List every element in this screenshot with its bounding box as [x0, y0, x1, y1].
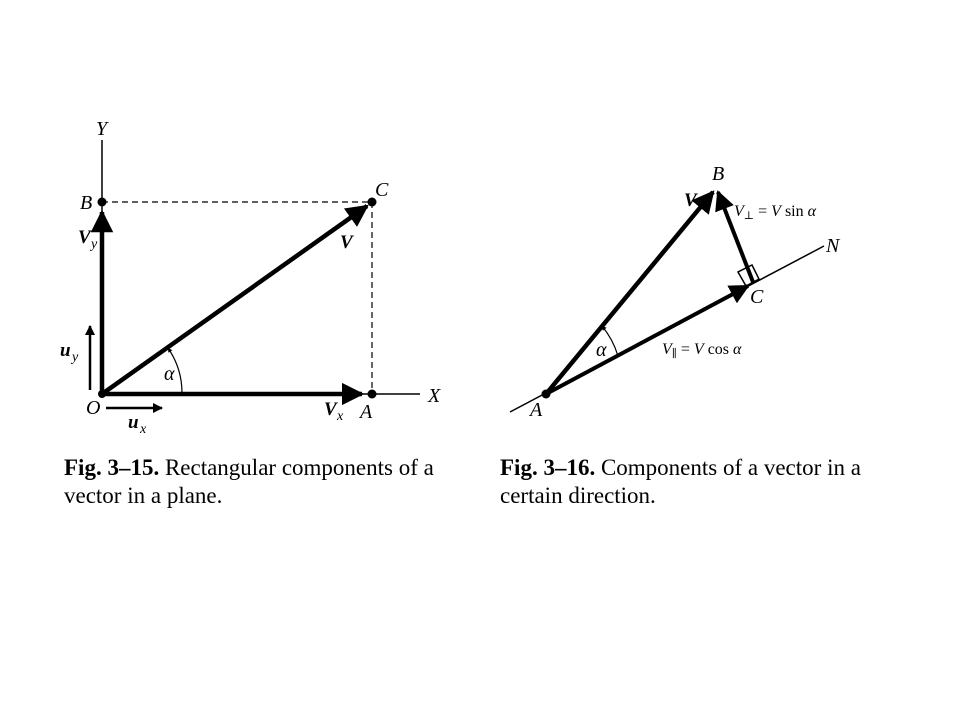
x-axis-label: X — [428, 385, 441, 407]
unit-vector-uy-subscript: y — [72, 350, 79, 365]
axis-n-label: N — [826, 235, 840, 257]
point-b-dot — [98, 198, 107, 207]
formula-function: sin — [780, 203, 808, 220]
formula-perp-subscript: ⊥ — [743, 210, 755, 222]
fig-3-15-caption — [64, 454, 464, 510]
unit-vector-uy-label: u — [60, 340, 71, 361]
point-a-dot — [368, 390, 377, 399]
formula-alpha: α — [807, 203, 817, 220]
formula-v-symbol-2: V — [771, 203, 781, 220]
point-c-label: C — [750, 286, 764, 308]
caption-text-line2: vector in a plane. — [64, 483, 223, 508]
point-b-label: B — [712, 163, 725, 185]
formula-equals: = — [676, 341, 694, 358]
caption-text-line2: certain direction. — [500, 483, 656, 508]
vector-v — [102, 206, 367, 394]
point-b-label: B — [80, 192, 93, 214]
vector-vy-subscript: y — [91, 237, 98, 252]
caption-number: Fig. 3–15. — [64, 455, 160, 480]
vector-parallel-component — [546, 286, 748, 394]
formula-v-symbol: V — [734, 203, 744, 220]
caption-text-line1: Rectangular components of a — [164, 455, 434, 480]
y-axis-label: Y — [96, 118, 108, 140]
vector-vx-label: V — [324, 399, 337, 420]
point-a-label: A — [360, 401, 373, 423]
point-a-dot — [542, 390, 551, 399]
formula-function: cos — [703, 341, 734, 358]
point-c-label: C — [375, 179, 389, 201]
vector-vx-subscript: x — [337, 409, 344, 424]
formula-alpha: α — [733, 341, 742, 358]
formula-v-symbol-2: V — [693, 341, 704, 358]
formula-par-subscript: ∥ — [671, 348, 677, 360]
point-o-label: O — [86, 397, 101, 419]
angle-alpha-label: α — [596, 339, 607, 361]
figure-3-15 — [60, 118, 441, 437]
formula-equals: = — [754, 203, 772, 220]
angle-alpha-label: α — [164, 363, 175, 385]
vector-v-label: V — [340, 232, 353, 253]
caption-number: Fig. 3–16. — [500, 455, 596, 480]
point-a-label: A — [530, 399, 543, 421]
formula-v-symbol: V — [662, 341, 672, 358]
unit-vector-ux-label: u — [128, 412, 139, 433]
figure-3-16 — [510, 163, 841, 421]
caption-text-line1: Components of a vector in a — [600, 455, 861, 480]
unit-vector-ux-subscript: x — [140, 422, 147, 437]
vector-v-label: V — [684, 190, 697, 211]
vector-vy-label: V — [78, 227, 91, 248]
perpendicular-component-formula — [734, 203, 817, 222]
vector-v — [546, 192, 713, 394]
parallel-component-formula — [662, 341, 742, 360]
fig-3-16-caption — [500, 454, 940, 510]
